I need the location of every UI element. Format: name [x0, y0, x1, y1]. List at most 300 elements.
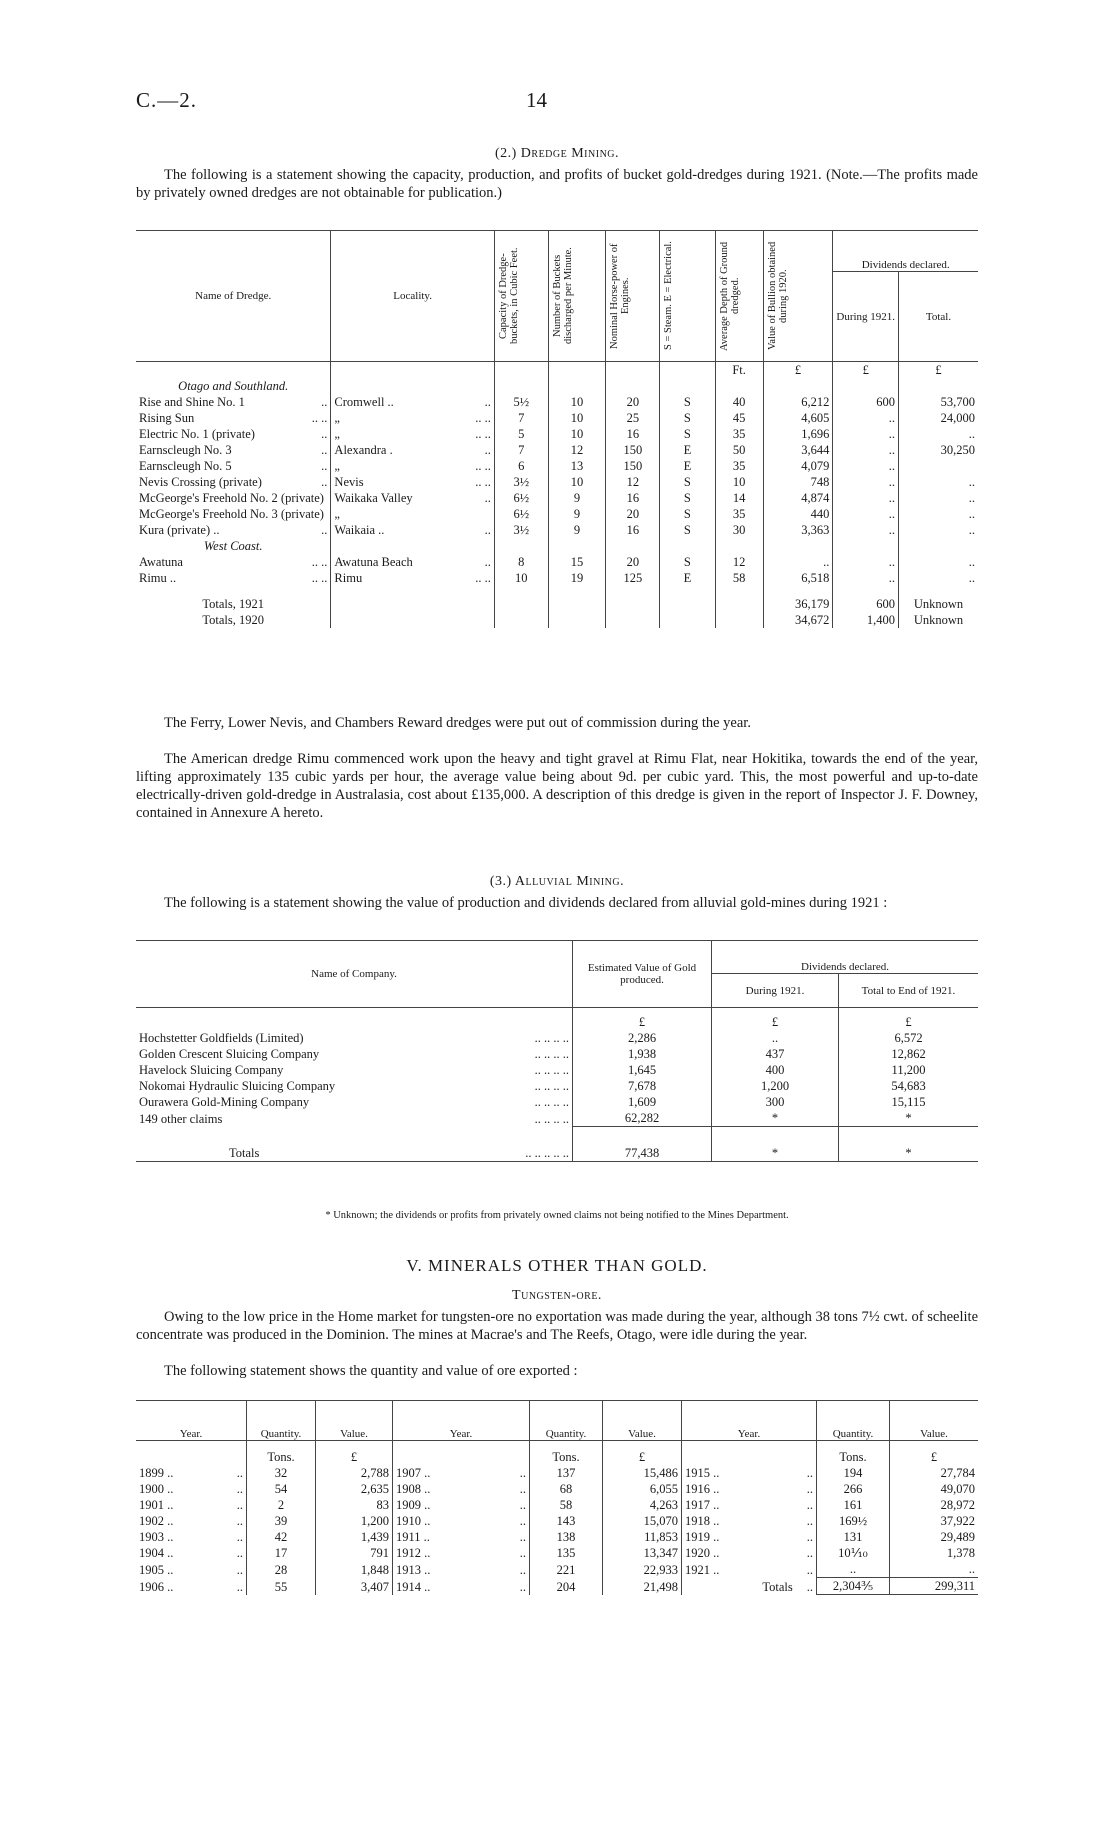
cell-year: [136, 1481, 247, 1497]
dredge-locality: [331, 570, 494, 586]
spacer-cell: [660, 586, 715, 596]
cell-during: ..: [833, 442, 899, 458]
cell-power: E: [660, 442, 715, 458]
year-text: 1899 ..: [139, 1466, 174, 1480]
year-text: 1915 ..: [685, 1466, 720, 1480]
alluvial-intro: The following is a statement showing the value of production and dividends declared from alluvial gold-mines during 1921 :: [164, 895, 888, 911]
cell-during: 1,200: [712, 1078, 839, 1094]
cell-during: ..: [833, 458, 899, 474]
cell-quantity: ..: [817, 1561, 890, 1578]
cell-total: ..: [968, 555, 975, 569]
totals-label: Totals, 1920: [136, 612, 331, 628]
totals-total: Unknown: [913, 597, 964, 611]
cell-quantity: 28: [247, 1561, 316, 1578]
locality-text: „: [334, 459, 340, 473]
cell-during: ..: [833, 490, 899, 506]
cell-buckets: 19: [548, 570, 606, 586]
totals-blank: [715, 596, 763, 612]
group-blank: [606, 538, 660, 554]
locality-text: „: [334, 411, 340, 425]
dredge-name: [136, 394, 331, 410]
cell-value: 83: [316, 1497, 393, 1513]
totals-label: Totals, 1921: [136, 596, 331, 612]
table-row: [136, 1545, 978, 1561]
cell-power: E: [660, 570, 715, 586]
col-value: Value of Bullion obtained during 1920.: [763, 231, 833, 362]
company-name: [136, 1094, 573, 1110]
totals-blank: [660, 596, 715, 612]
unit-depth: Ft.: [715, 362, 763, 379]
unit-value: £: [930, 1450, 938, 1464]
cell-year: [393, 1578, 530, 1595]
leader-dots: .. ..: [475, 459, 491, 473]
cell-year: [136, 1561, 247, 1578]
leader-dots: .. .. .. ..: [534, 1079, 569, 1093]
year-text: 1900 ..: [139, 1482, 174, 1496]
cell-value: 28,972: [940, 1498, 975, 1512]
table-row: [136, 506, 978, 522]
cell-value: 1,696: [763, 426, 833, 442]
table-row: [136, 1062, 978, 1078]
cell-quantity: 135: [530, 1545, 603, 1561]
leader-dots: .. .. .. ..: [534, 1095, 569, 1109]
leader-dots: ..: [484, 491, 491, 505]
leader-dots: .. ..: [475, 427, 491, 441]
table-row: [136, 426, 978, 442]
year-text: 1912 ..: [396, 1546, 431, 1560]
cell-value: 1,938: [573, 1046, 712, 1062]
cell-during: ..: [833, 474, 899, 490]
cell-total: 30,250: [940, 443, 975, 457]
dredge-section-title: (2.) Dredge Mining.: [494, 146, 620, 161]
cell-value: 4,079: [763, 458, 833, 474]
cell-year: [682, 1465, 817, 1481]
unit-blank: [494, 362, 548, 379]
cell-buckets: 15: [548, 554, 606, 570]
col-company: Name of Company.: [136, 941, 573, 1008]
dredge-intro: The following is a statement showing the capacity, production, and profits of bucket gold-dredges during 1921. (Note.—The profits made by privately owned dredges are not obtainable for publication.): [136, 167, 978, 201]
year-text: 1911 ..: [396, 1530, 430, 1544]
cell-total: ..: [968, 571, 975, 585]
cell-capacity: 7: [494, 410, 548, 426]
totals-quantity: 2,304⅗: [817, 1578, 890, 1595]
group-blank: [331, 378, 494, 394]
cell-quantity: 138: [530, 1529, 603, 1545]
table-row: [136, 522, 978, 538]
dredge-para-2: The American dredge Rimu commenced work upon the heavy and tight gravel at Rimu Flat, near Hokitika, towards the end of the year, lifting approximately 135 cubic yards per hour, the average value being about 9d. per cubic yard. This, the most powerful and up-to-date electrically-driven gold-dredge in Australasia, cost about £135,000. A description of this dredge is given in the report of Inspector J. F. Downey, contained in Annexure A hereto.: [136, 751, 978, 821]
cell-depth: 40: [715, 394, 763, 410]
year-text: 1903 ..: [139, 1530, 174, 1544]
locality-text: „: [334, 427, 340, 441]
col-dividends: Dividends declared.: [833, 231, 978, 272]
dredge-name: [136, 442, 331, 458]
leader-dots: .. .. .. ..: [534, 1047, 569, 1061]
cell-depth: 14: [715, 490, 763, 506]
cell-quantity: 55: [247, 1578, 316, 1595]
group-blank: [494, 538, 548, 554]
locality-text: Cromwell ..: [334, 395, 394, 409]
col-alluvial-dividends: Dividends declared.: [712, 941, 979, 974]
group-blank: [899, 538, 978, 554]
cell-year: [136, 1465, 247, 1481]
cell-capacity: 3½: [494, 474, 548, 490]
cell-value: 791: [316, 1545, 393, 1561]
col-estimated-value: Estimated Value of Gold produced.: [573, 941, 712, 1008]
cell-capacity: 3½: [494, 522, 548, 538]
cell-value: 13,347: [603, 1545, 682, 1561]
cell-year: [393, 1545, 530, 1561]
cell-capacity: 10: [494, 570, 548, 586]
cell-hp: 150: [606, 442, 660, 458]
unit-blank: [682, 1441, 817, 1466]
leader-dots: .. ..: [475, 411, 491, 425]
dredge-name: [136, 426, 331, 442]
leader-dots: ..: [519, 1466, 526, 1480]
units-row: [136, 1008, 978, 1031]
col-quantity-1: Quantity.: [247, 1401, 316, 1441]
year-text: 1907 ..: [396, 1466, 431, 1480]
leader-dots: ..: [236, 1498, 243, 1512]
cell-hp: 16: [606, 426, 660, 442]
unit-value: £: [603, 1441, 682, 1466]
company-name: [136, 1062, 573, 1078]
year-text: 1908 ..: [396, 1482, 431, 1496]
totals-blank: [660, 612, 715, 628]
dredge-name-text: Earnscleugh No. 5: [139, 459, 232, 473]
cell-power: S: [660, 554, 715, 570]
dredge-name: [136, 570, 331, 586]
cell-during: ..: [712, 1030, 839, 1046]
leader-dots: ..: [236, 1562, 243, 1577]
group-blank: [660, 378, 715, 394]
leader-dots: .. .. .. ..: [534, 1063, 569, 1077]
cell-value: 1,848: [316, 1561, 393, 1578]
dredge-locality: [331, 458, 494, 474]
col-name: Name of Dredge.: [136, 231, 331, 362]
company-name: [136, 1110, 573, 1127]
cell-quantity: 39: [247, 1513, 316, 1529]
leader-dots: ..: [236, 1546, 243, 1560]
leader-dots: ..: [321, 395, 328, 409]
totals-row: [136, 1127, 978, 1162]
table-row: [136, 1561, 978, 1578]
leader-dots: ..: [236, 1514, 243, 1528]
group-blank: [606, 378, 660, 394]
table-row: [136, 1578, 978, 1595]
dredge-name-text: Earnscleugh No. 3: [139, 443, 232, 457]
dredge-name-text: McGeorge's Freehold No. 3 (private): [139, 507, 324, 521]
dredge-name: [136, 522, 331, 538]
cell-value: 4,874: [763, 490, 833, 506]
col-quantity-3: Quantity.: [817, 1401, 890, 1441]
cell-value: 1,378: [946, 1546, 975, 1560]
cell-value: 440: [763, 506, 833, 522]
cell-power: S: [660, 394, 715, 410]
cell-during: ..: [833, 506, 899, 522]
cell-total: *: [905, 1111, 912, 1125]
leader-dots: ..: [519, 1546, 526, 1560]
totals-label-text: Totals: [762, 1579, 793, 1594]
cell-value: 6,212: [763, 394, 833, 410]
leader-dots: ..: [806, 1562, 813, 1577]
cell-buckets: 10: [548, 426, 606, 442]
group-blank: [331, 538, 494, 554]
cell-total: 11,200: [891, 1063, 926, 1077]
cell-depth: 30: [715, 522, 763, 538]
cell-value: 4,263: [603, 1497, 682, 1513]
company-name: [136, 1078, 573, 1094]
company-name-text: Nokomai Hydraulic Sluicing Company: [139, 1079, 336, 1093]
leader-dots: ..: [321, 459, 328, 473]
cell-power: E: [660, 458, 715, 474]
spacer-cell: [763, 586, 833, 596]
document-reference: C.—2.: [136, 88, 198, 112]
unit-quantity: Tons.: [817, 1441, 890, 1466]
company-name-text: Ourawera Gold-Mining Company: [139, 1095, 310, 1109]
leader-dots: .. ..: [311, 411, 328, 425]
unit-blank: [136, 1008, 573, 1031]
alluvial-footnote: * Unknown; the dividends or profits from privately owned claims not being notified to the Mines Department.: [325, 1210, 789, 1221]
year-text: 1914 ..: [396, 1579, 431, 1594]
cell-depth: 45: [715, 410, 763, 426]
year-text: 1920 ..: [685, 1546, 720, 1560]
spacer-cell: [136, 586, 331, 596]
leader-dots: ..: [519, 1498, 526, 1512]
leader-dots: .. .. .. .. ..: [525, 1145, 569, 1160]
cell-year: [682, 1545, 817, 1561]
cell-power: S: [660, 490, 715, 506]
cell-year: [393, 1497, 530, 1513]
cell-hp: 20: [606, 554, 660, 570]
group-blank: [548, 538, 606, 554]
cell-total: ..: [968, 523, 975, 537]
cell-value: 3,644: [763, 442, 833, 458]
table-row: [136, 1046, 978, 1062]
totals-value: 36,179: [763, 596, 833, 612]
cell-during: ..: [833, 570, 899, 586]
totals-blank: [494, 612, 548, 628]
cell-capacity: 6: [494, 458, 548, 474]
unit-blank: [606, 362, 660, 379]
cell-during: 600: [833, 394, 899, 410]
cell-buckets: 13: [548, 458, 606, 474]
year-text: 1904 ..: [139, 1546, 174, 1560]
tungsten-subtitle: Tungsten-ore.: [512, 1288, 602, 1303]
locality-text: Awatuna Beach: [334, 555, 413, 569]
locality-text: Waikaia ..: [334, 523, 385, 537]
table-row: [136, 474, 978, 490]
totals-blank: [715, 612, 763, 628]
group-blank: [833, 378, 899, 394]
totals-during: *: [712, 1127, 839, 1162]
dredge-name: [136, 554, 331, 570]
totals-blank: [548, 596, 606, 612]
cell-value: 27,784: [940, 1466, 975, 1480]
cell-value: 15,070: [603, 1513, 682, 1529]
tungsten-intro: The following statement shows the quantity and value of ore exported :: [164, 1363, 578, 1379]
group-blank: [763, 378, 833, 394]
cell-year: [136, 1578, 247, 1595]
year-text: 1901 ..: [139, 1498, 174, 1512]
cell-year: [393, 1481, 530, 1497]
totals-blank: [606, 612, 660, 628]
tungsten-para: Owing to the low price in the Home market for tungsten-ore no exportation was made during the year, although 38 tons 7½ cwt. of scheelite concentrate was produced in the Dominion. The mines at Macrae's and The Reefs, Otago, were idle during the year.: [136, 1309, 978, 1343]
leader-dots: ..: [806, 1514, 813, 1528]
cell-value: 1,200: [316, 1513, 393, 1529]
leader-dots: ..: [806, 1546, 813, 1560]
leader-dots: ..: [806, 1498, 813, 1512]
cell-quantity: 17: [247, 1545, 316, 1561]
dredge-locality: [331, 506, 494, 522]
unit-blank: [393, 1441, 530, 1466]
cell-capacity: 5½: [494, 394, 548, 410]
cell-during: 400: [712, 1062, 839, 1078]
group-label: Otago and Southland.: [136, 378, 331, 394]
cell-year: [682, 1497, 817, 1513]
dredge-name-text: Rising Sun: [139, 411, 195, 425]
group-blank: [715, 378, 763, 394]
unit-blank: [660, 362, 715, 379]
dredge-table: [136, 230, 978, 628]
col-locality: Locality.: [331, 231, 494, 362]
units-row: [136, 1441, 978, 1466]
cell-total: 53,700: [940, 395, 975, 409]
leader-dots: ..: [519, 1530, 526, 1544]
col-quantity-2: Quantity.: [530, 1401, 603, 1441]
cell-capacity: 7: [494, 442, 548, 458]
totals-label-text: Totals: [229, 1145, 260, 1160]
cell-value: 37,922: [940, 1514, 975, 1528]
leader-dots: ..: [236, 1482, 243, 1496]
col-capacity: Capacity of Dredge-buckets, in Cubic Feet.: [494, 231, 548, 362]
table-row: [136, 1529, 978, 1545]
cell-value: 21,498: [603, 1578, 682, 1595]
company-name-text: Golden Crescent Sluicing Company: [139, 1047, 320, 1061]
cell-power: S: [660, 506, 715, 522]
cell-value: 4,605: [763, 410, 833, 426]
cell-year: [136, 1529, 247, 1545]
leader-dots: .. ..: [311, 555, 328, 569]
table-row: [136, 1481, 978, 1497]
dredge-name-text: Rise and Shine No. 1: [139, 395, 245, 409]
spacer-cell: [494, 586, 548, 596]
cell-quantity: 54: [247, 1481, 316, 1497]
leader-dots: ..: [519, 1562, 526, 1577]
cell-power: S: [660, 426, 715, 442]
cell-value: 7,678: [573, 1078, 712, 1094]
year-text: 1917 ..: [685, 1498, 720, 1512]
leader-dots: .. .. .. ..: [534, 1111, 569, 1126]
locality-text: Alexandra .: [334, 443, 393, 457]
cell-capacity: 8: [494, 554, 548, 570]
cell-quantity: 58: [530, 1497, 603, 1513]
spacer-cell: [606, 586, 660, 596]
totals-during: 1,400: [833, 612, 899, 628]
group-blank: [715, 538, 763, 554]
group-label: West Coast.: [136, 538, 331, 554]
leader-dots: ..: [806, 1466, 813, 1480]
cell-during: ..: [833, 426, 899, 442]
cell-value: 1,439: [316, 1529, 393, 1545]
year-text: 1906 ..: [139, 1579, 174, 1594]
cell-value: 2,635: [316, 1481, 393, 1497]
cell-year: [393, 1465, 530, 1481]
cell-capacity: 6½: [494, 490, 548, 506]
alluvial-table: [136, 940, 978, 1162]
dredge-name-text: Kura (private) ..: [139, 523, 220, 537]
cell-depth: 12: [715, 554, 763, 570]
cell-quantity: 194: [817, 1465, 890, 1481]
table-row: [136, 1030, 978, 1046]
cell-quantity: 169½: [817, 1513, 890, 1529]
cell-hp: 125: [606, 570, 660, 586]
table-row: [136, 1094, 978, 1110]
dredge-name: [136, 410, 331, 426]
col-horsepower: Nominal Horse-power of Engines.: [606, 231, 660, 362]
cell-quantity: 32: [247, 1465, 316, 1481]
cell-depth: 35: [715, 458, 763, 474]
leader-dots: ..: [519, 1514, 526, 1528]
cell-during: *: [712, 1110, 839, 1127]
spacer-row: [136, 586, 978, 596]
group-blank: [763, 538, 833, 554]
cell-buckets: 9: [548, 506, 606, 522]
col-alluvial-total: Total to End of 1921.: [861, 984, 956, 997]
cell-year: [136, 1497, 247, 1513]
cell-hp: 25: [606, 410, 660, 426]
dredge-name-text: McGeorge's Freehold No. 2 (private): [139, 491, 324, 505]
cell-year: [682, 1481, 817, 1497]
cell-total: ..: [968, 427, 975, 441]
spacer-cell: [715, 586, 763, 596]
cell-depth: 50: [715, 442, 763, 458]
totals-blank: [606, 596, 660, 612]
cell-value: 3,363: [763, 522, 833, 538]
dredge-name: [136, 458, 331, 474]
year-text: 1902 ..: [139, 1514, 174, 1528]
leader-dots: ..: [321, 523, 328, 537]
dredge-locality: [331, 410, 494, 426]
table-row: [136, 458, 978, 474]
units-row: [136, 362, 978, 379]
col-total: Total.: [925, 310, 952, 323]
locality-text: Waikaka Valley: [334, 491, 413, 505]
dredge-locality: [331, 394, 494, 410]
cell-year: [393, 1529, 530, 1545]
leader-dots: ..: [519, 1482, 526, 1496]
group-blank: [833, 538, 899, 554]
cell-value: 2,286: [573, 1030, 712, 1046]
cell-buckets: 10: [548, 410, 606, 426]
leader-dots: ..: [484, 395, 491, 409]
table-row: [136, 554, 978, 570]
cell-value: ..: [968, 1562, 975, 1576]
cell-year: [136, 1513, 247, 1529]
cell-value: 11,853: [603, 1529, 682, 1545]
col-buckets: Number of Buckets discharged per Minute.: [548, 231, 606, 362]
cell-quantity: 131: [817, 1529, 890, 1545]
cell-capacity: 5: [494, 426, 548, 442]
cell-quantity: 42: [247, 1529, 316, 1545]
totals-value: 34,672: [763, 612, 833, 628]
totals-total: Unknown: [913, 613, 964, 627]
group-blank: [548, 378, 606, 394]
unit-quantity: Tons.: [530, 1441, 603, 1466]
dredge-locality: [331, 442, 494, 458]
col-during: During 1921.: [833, 272, 899, 362]
cell-depth: 58: [715, 570, 763, 586]
year-text: 1921 ..: [685, 1562, 720, 1577]
